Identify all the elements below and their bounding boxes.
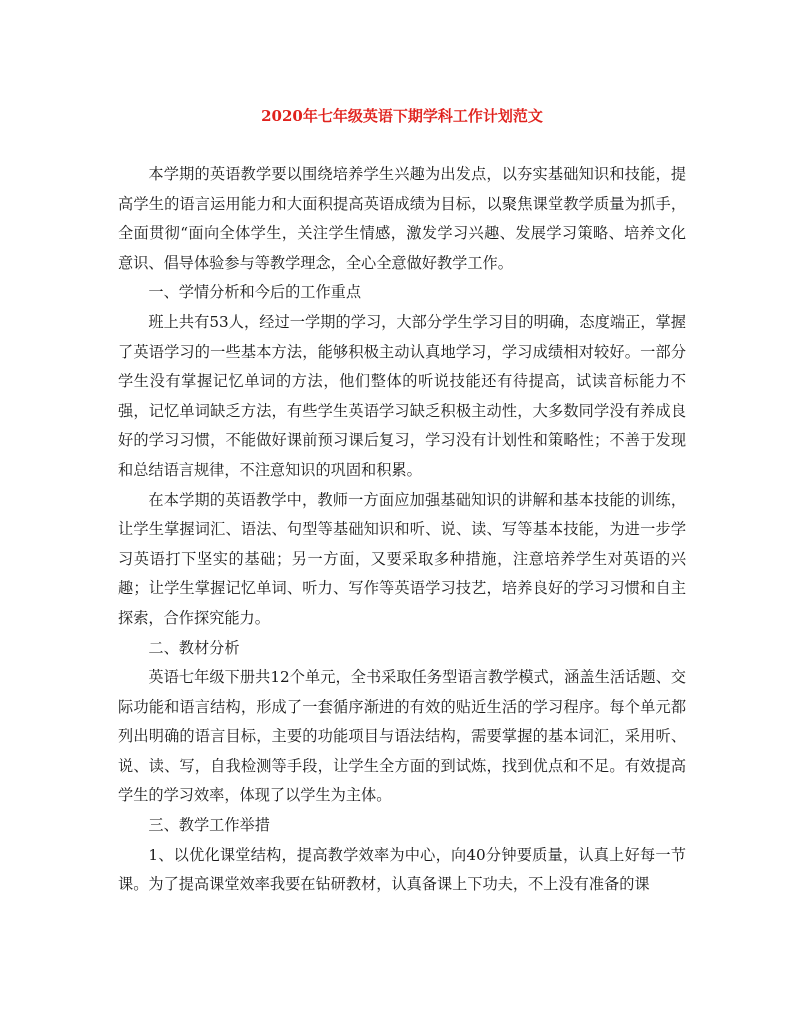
- paragraph-student-analysis: 班上共有53人，经过一学期的学习，大部分学生学习目的明确，态度端正，掌握了英语学习的一些基本方法，能够积极主动认真地学习，学习成绩相对较好。一部分学生没有掌握记忆单词的方法，他们整体的听说技能还有待提高，试读音标能力不强，记忆单词缺乏方法，有些学生英语学习缺乏积极主动性，大多数同学没有养成良好的学习习惯，不能做好课前预习课后复习，学习没有计划性和策略性；不善于发现和总结语言规律，不注意知识的巩固和积累。: [118, 312, 686, 479]
- paragraph-teaching-plan: 在本学期的英语教学中，教师一方面应加强基础知识的讲解和基本技能的训练，让学生掌握词汇、语法、句型等基础知识和听、说、读、写等基本技能，为进一步学习英语打下坚实的基础；另一方面，又要采取多种措施，注意培养学生对英语的兴趣；让学生掌握记忆单词、听力、写作等英语学习技艺，培养良好的学习习惯和自主探索，合作探究能力。: [118, 490, 686, 627]
- paragraph-measure-1: 1、以优化课堂结构，提高教学效率为中心，向40分钟要质量，认真上好每一节课。为了提高课堂效率我要在钻研教材，认真备课上下功夫，不上没有准备的课: [118, 845, 686, 894]
- paragraph-intro: 本学期的英语教学要以围绕培养学生兴趣为出发点，以夯实基础知识和技能，提高学生的语言运用能力和大面积提高英语成绩为目标，以聚焦课堂教学质量为抓手，全面贯彻“面向全体学生，关注学生情感，激发学习兴趣、发展学习策略、培养文化意识、倡导体验参与等教学理念，全心全意做好教学工作。: [118, 165, 686, 272]
- section-heading-2: 二、教材分析: [148, 638, 240, 657]
- paragraph-textbook-analysis: 英语七年级下册共12个单元，全书采取任务型语言教学模式，涵盖生活话题、交际功能和语言结构，形成了一套循序渐进的有效的贴近生活的学习程序。每个单元都列出明确的语言目标，主要的功能项目与语法结构，需要掌握的基本词汇，采用听、说、读、写，自我检测等手段，让学生全方面的到试炼，找到优点和不足。有效提高学生的学习效率，体现了以学生为主体。: [118, 668, 686, 805]
- document-title: 2020年七年级英语下期学科工作计划范文: [261, 107, 543, 125]
- document-body: [118, 160, 686, 900]
- section-heading-1: 一、学情分析和今后的工作重点: [148, 283, 362, 302]
- section-heading-3: 三、教学工作举措: [148, 816, 270, 835]
